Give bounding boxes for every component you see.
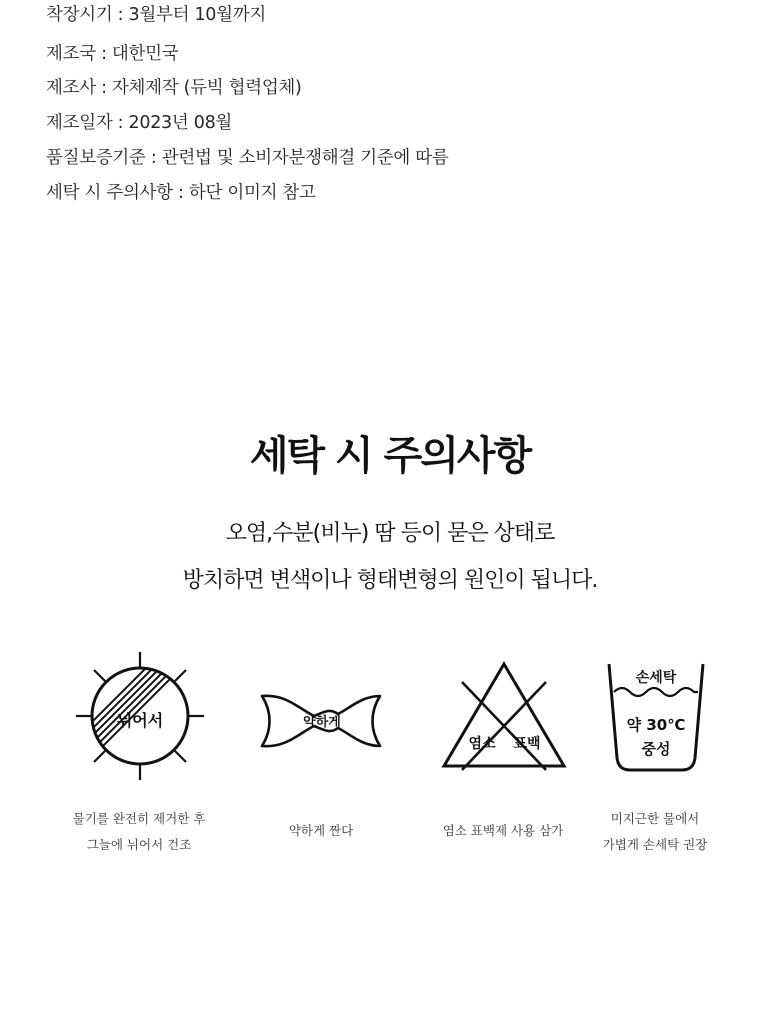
bleach-label-right: 표백: [513, 736, 541, 752]
wring-label: 약하게: [303, 715, 341, 730]
hand-wash-icon: [604, 660, 708, 774]
caption-sun-dry-line1: 물기를 완전히 제거한 후: [72, 811, 206, 826]
hand-wash-label-bottom: 중성: [641, 740, 671, 758]
care-subtitle-line1: 오염,수분(비누) 땀 등이 묻은 상태로: [225, 521, 555, 546]
caption-wring-line1: 약하게 짠다: [288, 823, 354, 838]
caption-bleach: [428, 818, 578, 844]
caption-wring: [246, 818, 396, 844]
info-maker: 제조사 : 자체제작 (듀빅 협력업체): [46, 78, 302, 98]
info-season: 착장시기 : 3월부터 10월까지: [46, 5, 266, 25]
bleach-label-left: 염소: [468, 736, 496, 752]
info-country: 제조국 : 대한민국: [46, 44, 179, 64]
sun-dry-icon: [74, 650, 206, 782]
bleach-prohibited-icon: [440, 660, 568, 772]
care-subtitle-line2: 방치하면 변색이나 형태변형의 원인이 됩니다.: [182, 568, 598, 593]
sun-dry-label: 뉘어서: [116, 711, 164, 730]
info-warranty: 품질보증기준 : 관련법 및 소비자분쟁해결 기준에 따름: [46, 148, 449, 168]
caption-hand-wash-line2: 가볍게 손세탁 권장: [602, 837, 708, 852]
caption-sun-dry: [64, 806, 214, 858]
care-title: 세탁 시 주의사항: [249, 433, 531, 479]
wring-icon: [258, 690, 384, 752]
hand-wash-label-temp: 약 30℃: [626, 716, 686, 734]
caption-sun-dry-line2: 그늘에 뉘어서 건조: [86, 837, 192, 852]
caption-hand-wash: [580, 806, 730, 858]
caption-bleach-line1: 염소 표백제 사용 삼가: [442, 823, 564, 838]
hand-wash-label-top: 손세탁: [635, 670, 677, 686]
caption-hand-wash-line1: 미지근한 물에서: [610, 811, 700, 826]
info-care: 세탁 시 주의사항 : 하단 이미지 참고: [46, 183, 316, 203]
info-date: 제조일자 : 2023년 08월: [46, 113, 233, 133]
